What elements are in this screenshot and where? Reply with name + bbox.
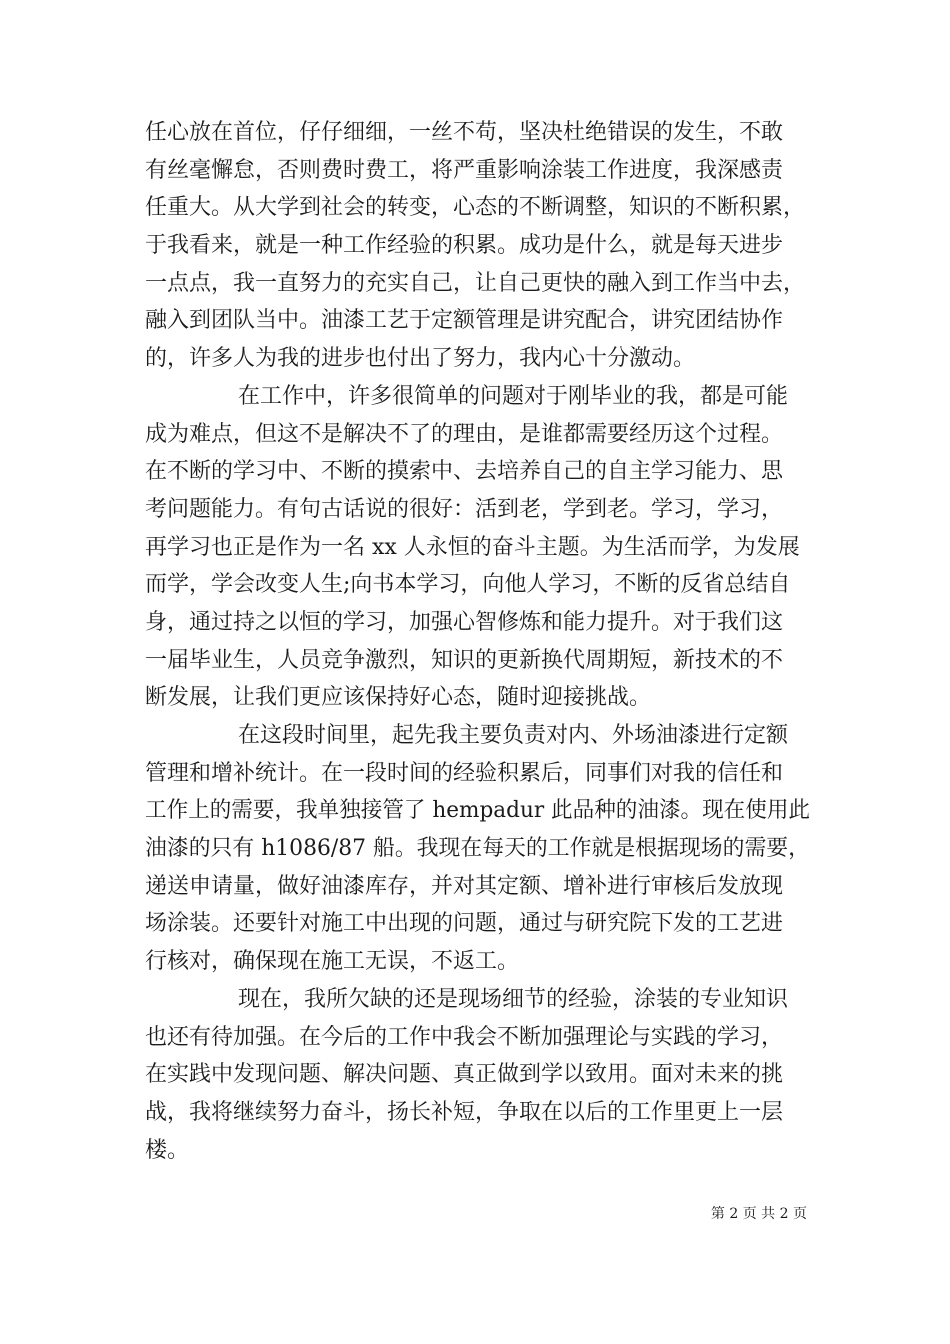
text-line: 任重大。从大学到社会的转变，心态的不断调整，知识的不断积累， [145,195,806,221]
text-line: 场涂装。还要针对施工中出现的问题，通过与研究院下发的工艺进 [145,911,784,937]
text-line: 于我看来，就是一种工作经验的积累。成功是什么，就是每天进步 [145,233,784,259]
document-body [145,114,810,1169]
text-line: 楼。 [145,1137,190,1163]
text-line: 的，许多人为我的进步也付出了努力，我内心十分激动。 [145,346,696,372]
text-line: 成为难点，但这不是解决不了的理由，是谁都需要经历这个过程。 [145,421,784,447]
text-line: 任心放在首位，仔仔细细，一丝不苟，坚决杜绝错误的发生，不敢 [145,120,784,145]
text-line: 在工作中，许多很简单的问题对于刚毕业的我，都是可能 [238,383,789,409]
text-line: 管理和增补统计。在一段时间的经验积累后，同事们对我的信任和 [145,760,784,786]
text-line: 一点点，我一直努力的充实自己，让自己更快的融入到工作当中去， [145,270,806,296]
text-line: 有丝毫懈怠，否则费时费工，将严重影响涂装工作进度，我深感责 [145,157,784,183]
text-line: 递送申请量，做好油漆库存，并对其定额、增补进行审核后发放现 [145,873,784,899]
text-line: 在不断的学习中、不断的摸索中、去培养自己的自主学习能力、思 [145,459,784,485]
text-line: 现在，我所欠缺的还是现场细节的经验，涂装的专业知识 [238,986,789,1012]
text-line: 也还有待加强。在今后的工作中我会不断加强理论与实践的学习， [145,1024,784,1050]
text-line: 融入到团队当中。油漆工艺于定额管理是讲究配合，讲究团结协作 [145,308,784,334]
text-line: 考问题能力。有句古话说的很好：活到老，学到老。学习，学习， [145,496,784,522]
text-line: 断发展，让我们更应该保持好心态，随时迎接挑战。 [145,685,652,711]
text-line: 一届毕业生，人员竞争激烈，知识的更新换代周期短，新技术的不 [145,647,784,673]
text-line: 油漆的只有 h1086/87 船。我现在每天的工作就是根据现场的需要， [145,836,810,862]
text-line: 在实践中发现问题、解决问题、真正做到学以致用。面对未来的挑 [145,1062,784,1088]
text-line: 工作上的需要，我单独接管了 hempadur 此品种的油漆。现在使用此 [145,798,810,824]
text-line: 而学，学会改变人生;向书本学习，向他人学习，不断的反省总结自 [145,572,791,598]
text-line: 在这段时间里，起先我主要负责对内、外场油漆进行定额 [238,723,789,748]
text-line: 战，我将继续努力奋斗，扬长补短，争取在以后的工作里更上一层 [145,1099,784,1125]
text-line: 再学习也正是作为一名 xx 人永恒的奋斗主题。为生活而学，为发展 [145,534,800,560]
text-line: 身，通过持之以恒的学习，加强心智修炼和能力提升。对于我们这 [145,609,784,635]
page-number-footer: 第 2 页 共 2 页 [710,1206,807,1222]
text-line: 行核对，确保现在施工无误，不返工。 [145,949,520,975]
